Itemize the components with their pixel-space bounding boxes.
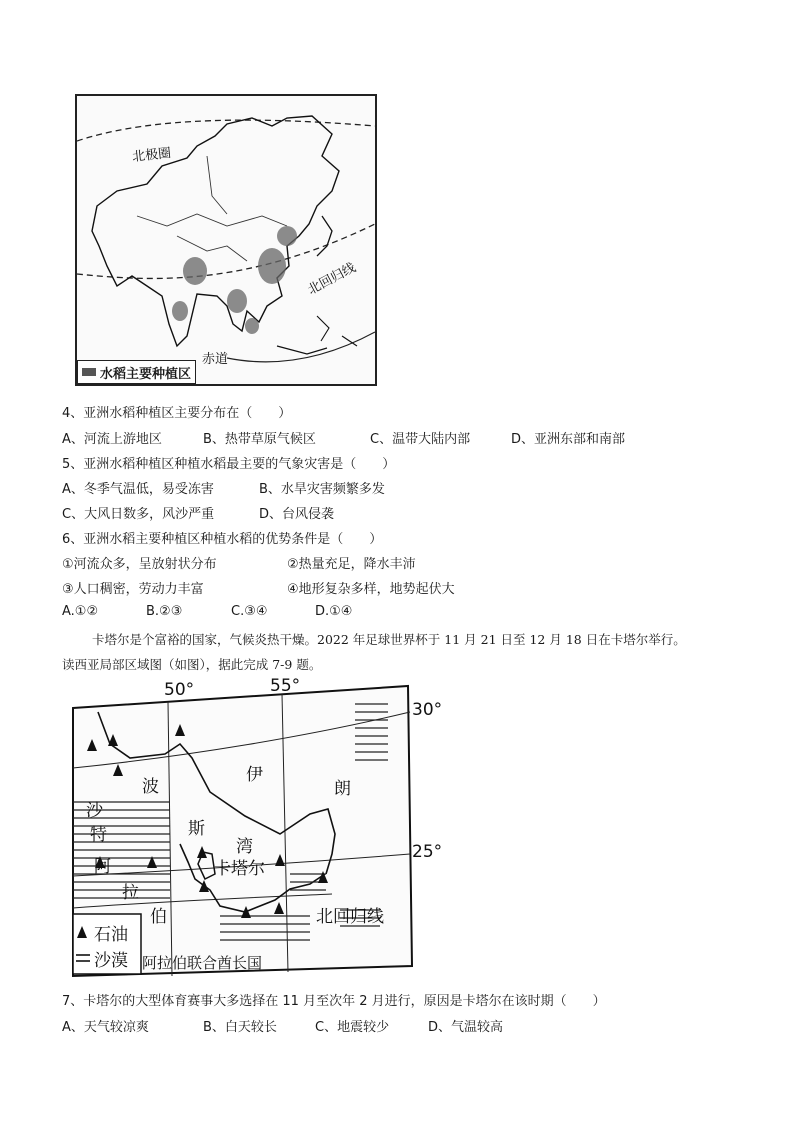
q7-option-a: A、天气较凉爽 bbox=[62, 1020, 149, 1035]
label-lang: 朗 bbox=[334, 779, 351, 799]
asia-rice-map bbox=[75, 94, 377, 386]
label-bai: 伯 bbox=[150, 907, 167, 927]
label-la: 拉 bbox=[122, 883, 139, 903]
label-uae: 阿拉伯联合酋长国 bbox=[142, 954, 263, 972]
intro-line-2: 读西亚局部区域图（如图），据此完成 7-9 题。 bbox=[62, 657, 322, 672]
q6-condition-4: ④地形复杂多样，地势起伏大 bbox=[287, 582, 455, 597]
q5-option-a: A、冬季气温低，易受冻害 bbox=[62, 482, 214, 497]
intro-line-1: 卡塔尔是个富裕的国家，气候炎热干燥。2022 年足球世界杯于 11 月 21 日至 12 月 18 日在卡塔尔举行。 bbox=[92, 632, 686, 647]
lon-50-label: 50° bbox=[164, 680, 195, 700]
lat-30-label: 30° bbox=[412, 700, 443, 720]
q5-option-c: C、大风日数多，风沙严重 bbox=[62, 507, 215, 522]
q4-option-d: D、亚洲东部和南部 bbox=[511, 432, 626, 447]
legend-oil-label: 石油 bbox=[94, 925, 128, 945]
label-te: 特 bbox=[90, 825, 107, 845]
legend-desert-label: 沙漠 bbox=[94, 951, 128, 971]
label-sha: 沙 bbox=[86, 801, 103, 821]
q6-stem: 6、亚洲水稻主要种植区种植水稻的优势条件是（ ） bbox=[62, 532, 383, 547]
equator-label: 赤道 bbox=[202, 352, 229, 367]
arctic-circle-label: 北极圈 bbox=[131, 145, 172, 165]
q4-option-a: A、河流上游地区 bbox=[62, 432, 162, 447]
q6-condition-1: ①河流众多，呈放射状分布 bbox=[62, 557, 217, 572]
rice-legend-label: 水稻主要种植区 bbox=[100, 366, 192, 382]
label-yi: 伊 bbox=[246, 765, 263, 785]
map1-legend bbox=[77, 360, 196, 384]
west-asia-map bbox=[70, 676, 443, 980]
label-si: 斯 bbox=[188, 819, 205, 839]
label-tropic: 北回归线 bbox=[316, 907, 384, 927]
label-wan: 湾 bbox=[236, 837, 253, 857]
q4-option-c: C、温带大陆内部 bbox=[370, 432, 471, 447]
q4-stem: 4、亚洲水稻种植区主要分布在（ ） bbox=[62, 406, 292, 421]
label-bo: 波 bbox=[142, 777, 159, 797]
q7-option-b: B、白天较长 bbox=[203, 1020, 277, 1035]
q6-option-d: D.①④ bbox=[315, 604, 353, 619]
q6-option-a: A.①② bbox=[62, 604, 99, 619]
tropic-label: 北回归线 bbox=[305, 260, 359, 299]
q7-option-d: D、气温较高 bbox=[428, 1020, 504, 1035]
q4-option-b: B、热带草原气候区 bbox=[203, 432, 316, 447]
lon-55-label: 55° bbox=[270, 676, 301, 696]
label-qatar: 卡塔尔 bbox=[214, 859, 265, 879]
q6-condition-3: ③人口稠密，劳动力丰富 bbox=[62, 582, 204, 597]
lat-25-label: 25° bbox=[412, 842, 443, 862]
q7-stem: 7、卡塔尔的大型体育赛事大多选择在 11 月至次年 2 月进行，原因是卡塔尔在该时期（ ） bbox=[62, 994, 606, 1009]
asia-map-drawing bbox=[77, 96, 375, 384]
q5-stem: 5、亚洲水稻种植区种植水稻最主要的气象灾害是（ ） bbox=[62, 457, 396, 472]
q5-option-b: B、水旱灾害频繁多发 bbox=[259, 482, 385, 497]
q7-option-c: C、地震较少 bbox=[315, 1020, 390, 1035]
q6-condition-2: ②热量充足，降水丰沛 bbox=[287, 557, 416, 572]
label-a: 阿 bbox=[94, 857, 111, 877]
rice-legend-swatch bbox=[82, 368, 96, 376]
q5-option-d: D、台风侵袭 bbox=[259, 507, 335, 522]
q6-option-c: C.③④ bbox=[231, 604, 268, 619]
q6-option-b: B.②③ bbox=[146, 604, 183, 619]
